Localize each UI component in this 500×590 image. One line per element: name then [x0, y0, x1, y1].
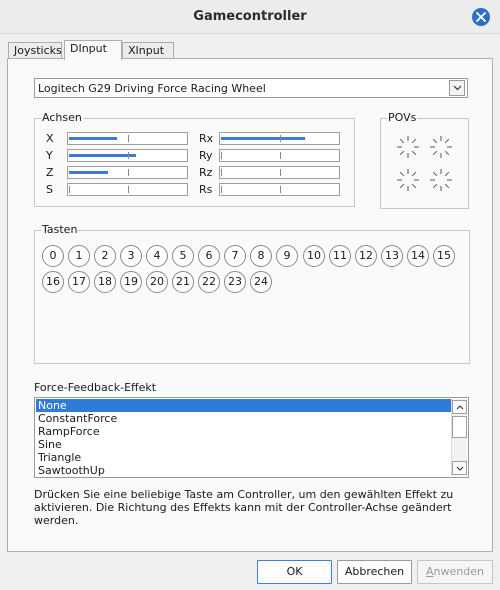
- axis-x-bar: [67, 132, 188, 145]
- axis-rz-bar: [219, 166, 340, 179]
- axis-x-center-tick: [128, 135, 129, 142]
- controller-button-indicator: 11: [329, 245, 351, 267]
- controller-button-indicator: 13: [381, 245, 403, 267]
- effect-list-item[interactable]: Triangle: [38, 451, 82, 464]
- povs-group-label: POVs: [388, 111, 417, 124]
- scroll-down-button[interactable]: [452, 461, 467, 475]
- pov-4-indicator-icon: [427, 166, 455, 194]
- force-feedback-label: Force-Feedback-Effekt: [34, 381, 157, 394]
- chevron-down-icon: [456, 466, 464, 471]
- axis-s-bar: [67, 183, 188, 196]
- force-feedback-description: Drücken Sie eine beliebige Taste am Controller, um den gewählten Effekt zu aktivieren. Die Richtung des Effekts kann mit der Controller-Achse geändert werden.: [34, 488, 454, 527]
- controller-button-indicator: 24: [250, 271, 272, 293]
- axis-y-bar: [67, 149, 188, 162]
- axis-zero-tick: [221, 186, 222, 193]
- controller-button-indicator: 0: [42, 245, 64, 267]
- axis-zero-tick: [69, 186, 70, 193]
- axis-rx-fill: [221, 137, 305, 140]
- chevron-up-icon: [456, 405, 464, 410]
- axis-y-label: Y: [46, 149, 53, 162]
- controller-button-indicator: 19: [120, 271, 142, 293]
- controller-button-indicator: 16: [42, 271, 64, 293]
- axis-s-center-tick: [128, 186, 129, 193]
- axis-ry-center-tick: [280, 152, 281, 159]
- controller-button-indicator: 5: [172, 245, 194, 267]
- apply-button[interactable]: [417, 560, 493, 584]
- axis-ry-label: Ry: [199, 149, 213, 162]
- device-dropdown-button[interactable]: [449, 80, 465, 96]
- axes-group-label: Achsen: [42, 111, 82, 124]
- tab-dinput[interactable]: DInput: [64, 40, 122, 60]
- pov-1-indicator-icon: [394, 133, 422, 161]
- buttons-group-label: Tasten: [42, 223, 78, 236]
- window-title: Gamecontroller: [193, 9, 307, 24]
- axis-rs-bar: [219, 183, 340, 196]
- axis-z-label: Z: [46, 166, 54, 179]
- controller-button-indicator: 12: [355, 245, 377, 267]
- controller-button-indicator: 23: [224, 271, 246, 293]
- cancel-button[interactable]: Abbrechen: [337, 560, 412, 584]
- close-icon: [476, 12, 486, 22]
- pov-3-indicator-icon: [394, 166, 422, 194]
- scroll-thumb[interactable]: [452, 416, 467, 438]
- device-select[interactable]: [34, 78, 468, 98]
- effect-list-item[interactable]: ConstantForce: [38, 412, 118, 425]
- axis-rs-label: Rs: [199, 183, 213, 196]
- axis-ry-bar: [219, 149, 340, 162]
- title-bar: [0, 0, 500, 34]
- controller-button-indicator: 2: [94, 245, 116, 267]
- controller-button-indicator: 18: [94, 271, 116, 293]
- axis-x-label: X: [46, 132, 54, 145]
- controller-button-indicator: 9: [276, 245, 298, 267]
- tab-joysticks[interactable]: Joysticks: [8, 42, 62, 59]
- axis-x-fill: [69, 137, 117, 140]
- controller-button-indicator: 15: [433, 245, 455, 267]
- controller-button-indicator: 22: [198, 271, 220, 293]
- scroll-up-button[interactable]: [452, 400, 467, 414]
- controller-button-indicator: 20: [146, 271, 168, 293]
- effect-list-item[interactable]: RampForce: [38, 425, 100, 438]
- controller-button-indicator: 6: [198, 245, 220, 267]
- axis-z-fill: [69, 171, 108, 174]
- axis-rx-bar: [219, 132, 340, 145]
- povs-group: [380, 111, 469, 209]
- ok-button[interactable]: OK: [257, 560, 332, 584]
- axis-rz-center-tick: [280, 169, 281, 176]
- axis-z-bar: [67, 166, 188, 179]
- chevron-down-icon: [453, 85, 462, 91]
- buttons-group: [34, 223, 470, 364]
- pov-2-indicator-icon: [427, 133, 455, 161]
- axis-z-center-tick: [128, 169, 129, 176]
- axes-group: [34, 111, 355, 207]
- axis-s-label: S: [46, 183, 53, 196]
- tab-xinput[interactable]: XInput: [122, 42, 174, 59]
- controller-button-indicator: 10: [303, 245, 325, 267]
- controller-button-indicator: 17: [68, 271, 90, 293]
- axis-y-fill: [69, 154, 136, 157]
- axis-zero-tick: [221, 169, 222, 176]
- controller-button-indicator: 1: [68, 245, 90, 267]
- apply-button-label: nwenden: [433, 565, 484, 578]
- force-feedback-effect-list[interactable]: [34, 397, 469, 478]
- controller-button-indicator: 7: [224, 245, 246, 267]
- device-select-value: Logitech G29 Driving Force Racing Wheel: [38, 82, 266, 95]
- controller-button-indicator: 8: [250, 245, 272, 267]
- controller-button-indicator: 4: [146, 245, 168, 267]
- effect-list-item[interactable]: Sine: [38, 438, 62, 451]
- apply-button-mnemonic: A: [426, 565, 434, 578]
- effect-list-scrollbar[interactable]: [451, 399, 467, 476]
- axis-rz-label: Rz: [199, 166, 213, 179]
- axis-rx-center-tick: [280, 135, 281, 142]
- axis-zero-tick: [221, 152, 222, 159]
- effect-list-item[interactable]: None: [36, 399, 452, 412]
- close-button[interactable]: [472, 8, 490, 26]
- effect-list-item[interactable]: SawtoothUp: [38, 464, 105, 477]
- controller-button-indicator: 21: [172, 271, 194, 293]
- axis-y-center-tick: [128, 152, 129, 159]
- controller-button-indicator: 3: [120, 245, 142, 267]
- axis-rs-center-tick: [280, 186, 281, 193]
- controller-button-indicator: 14: [407, 245, 429, 267]
- axis-rx-label: Rx: [199, 132, 214, 145]
- dinput-panel: [7, 58, 493, 552]
